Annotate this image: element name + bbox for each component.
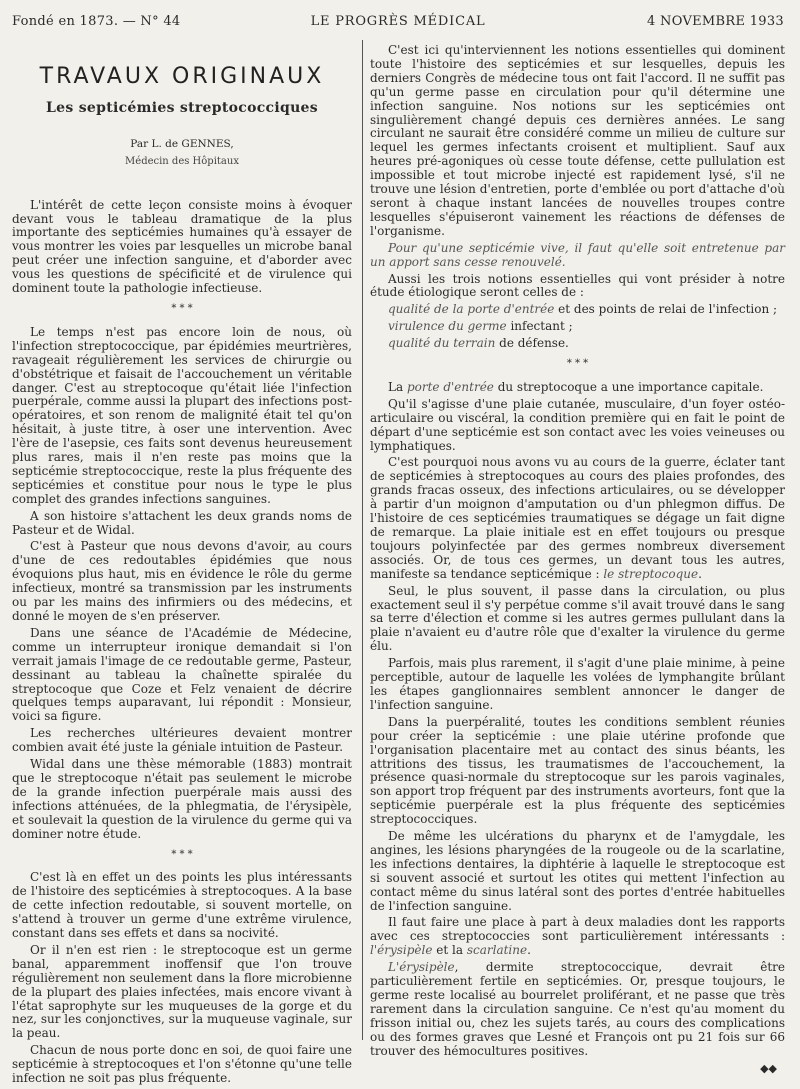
paragraph: Widal dans une thèse mémorable (1883) montrait que le streptocoque n'était pas seulement le microbe de la grande infection puerpérale mais aussi des infections atténuées, de la phlegmatia, de l'érysipèle, et soulevait la question de la virulence du germe qui va dominer notre étude. bbox=[12, 757, 352, 841]
text-emphasis: L'érysipèle bbox=[388, 960, 455, 975]
asterism: * * * bbox=[171, 848, 193, 860]
text-run: Il faut faire une place à part à deux maladies dont les rapports avec ces streptococcies sont particulièrement intéressants : bbox=[370, 915, 785, 944]
header-date: 4 NOVEMBRE 1933 bbox=[647, 14, 784, 29]
paragraph: L'intérêt de cette leçon consiste moins à évoquer devant vous le tableau dramatique de la plus importante des septicémies humaines qu'à essayer de vous montrer les voies par lesquelles un microbe banal peut créer une infection sanguine, et d'aborder avec vous les questions de spécificité et de virulence qui dominent toute la pathologie infectieuse. bbox=[12, 197, 352, 296]
header-founded: Fondé en 1873. — N° 44 bbox=[12, 14, 181, 29]
text-emphasis: scarlatine bbox=[466, 943, 528, 958]
italic-quote: Pour qu'une septicémie vive, il faut qu'elle soit entretenue par un apport sans cesse renouvelé. bbox=[370, 240, 785, 269]
paragraph: A son histoire s'attachent les deux grands noms de Pasteur et de Widal. bbox=[12, 508, 352, 537]
paragraph: Chacun de nous porte donc en soi, de quoi faire une septicémie à streptocoques et l'on s'étonne qu'une telle infection ne soit pas plus fréquente. bbox=[12, 1043, 352, 1086]
asterism: * * * bbox=[566, 358, 589, 370]
list-item-text: et des points de relai de l'infection ; bbox=[554, 302, 778, 317]
paragraph: Les recherches ultérieures devaient montrer combien avait été juste la géniale intuition de Pasteur. bbox=[12, 726, 352, 755]
paragraph: Or il n'en est rien : le streptocoque est un germe banal, apparemment inoffensif que l'on trouve régulièrement non seulement dans la flore microbienne de la plupart des plaies infectées, mais encore vivant à l'état saprophyte sur les muqueuses de la gorge et du nez, sur les conjonctives, sur la muqueuse vaginale, sur la peau. bbox=[12, 942, 352, 1041]
paragraph: Parfois, mais plus rarement, il s'agit d'une plaie minime, à peine perceptible, autour de laquelle les volées de lymphangite brûlant les étapes ganglionnaires semblent annoncer le danger de l'infection sanguine. bbox=[370, 656, 785, 712]
end-ornament: ◆◆ bbox=[760, 1061, 777, 1075]
paragraph: Dans la puerpéralité, toutes les conditions semblent réunies pour créer la septicémie : une plaie utérine profonde que l'organisation placentaire met au contact des sinus béants, les attritions des tissus, les traumatismes de l'accouchement, la présence quasi-normale du streptocoque sur les parois vaginales, son apport trop fréquent par des instruments avorteurs, font que la septicémie puerpérale est la plus fréquente des septicémies streptococciques. bbox=[370, 714, 785, 827]
right-column bbox=[370, 44, 785, 1075]
paragraph: Aussi les trois notions essentielles qui vont présider à notre étude étiologique seront celles de : bbox=[370, 271, 785, 300]
list-item-emphasis: qualité du terrain bbox=[388, 336, 496, 351]
paragraph: Seul, le plus souvent, il passe dans la circulation, ou plus exactement seul il s'y perpétue comme s'il avait trouvé dans le sang sa terre d'élection et comme si les autres germes pullulant dans la plaie n'avaient eu d'autre rôle que d'exalter la virulence du germe élu. bbox=[370, 583, 785, 654]
paragraph: C'est là en effet un des points les plus intéressants de l'histoire des septicémies à streptocoques. A la base de cette infection redoutable, si souvent mortelle, on s'attend à trouver un germe d'une extrême virulence, constant dans ses effets et dans sa nocivité. bbox=[12, 870, 352, 941]
asterism: * * * bbox=[171, 302, 193, 314]
text-run: du streptocoque a une importance capitale. bbox=[493, 379, 764, 394]
text-run: . bbox=[527, 943, 531, 958]
paragraph: Qu'il s'agisse d'une plaie cutanée, musculaire, d'un foyer ostéo-articulaire ou viscéral, la condition première qui en fait le point de départ d'une septicémie est son contact avec les voies veineuses ou lymphatiques. bbox=[370, 396, 785, 453]
column-divider bbox=[362, 40, 363, 1040]
list-item-text: infectant ; bbox=[506, 319, 573, 334]
author-affiliation: Médecin des Hôpitaux bbox=[125, 155, 239, 167]
list-item bbox=[370, 337, 785, 351]
list-item bbox=[370, 303, 785, 317]
paragraph: C'est à Pasteur que nous devons d'avoir, au cours d'une de ces redoutables épidémies que nous évoquions plus haut, mis en évidence le rôle du germe infectieux, montré sa transmission par les instruments ou par les mains des infirmiers ou des médecins, et donné le moyen de s'en préserver. bbox=[12, 539, 352, 623]
list-item-emphasis: virulence du germe bbox=[388, 319, 507, 334]
text-run: . bbox=[698, 566, 702, 581]
text-emphasis: l'érysipèle bbox=[370, 943, 433, 958]
header-journal-title: LE PROGRÈS MÉDICAL bbox=[310, 14, 486, 29]
list-item bbox=[370, 320, 785, 334]
text-run: , dermite streptococcique, devrait être particulièrement fertile en septicémies. Or, presque toujours, le germe reste localisé au bourrelet proliférant, et ne passe que très rarement dans la circulation sanguine. Ce n'est qu'au moment du frisson initial ou, chez les sujets tarés, au cours des complications ou des formes graves que Lesné et François ont pu 21 fois sur 66 trouver des hémocultures positives. bbox=[370, 960, 785, 1058]
list-item-emphasis: qualité de la porte d'entrée bbox=[388, 302, 555, 317]
paragraph: De même les ulcérations du pharynx et de l'amygdale, les angines, les lésions pharyngées de la rougeole ou de la scarlatine, les infections dentaires, la diphtérie à laquelle le streptocoque est si souvent associé et surtout les otites qui mettent l'infection au contact même du sinus latéral sont des portes d'entrée habituelles de l'infection sanguine. bbox=[370, 829, 785, 913]
list-item-text: de défense. bbox=[495, 336, 569, 351]
paragraph: C'est ici qu'interviennent les notions essentielles qui dominent toute l'histoire des septicémies et sur lesquelles, depuis les derniers Congrès de médecine tous ont fait l'accord. Il ne suffit pas qu'un germe passe en circulation pour qu'il détermine une infection sanguine. Nos notions sur les septicémies ont singulièrement changé depuis ces dernières années. Le sang circulant ne saurait être considéré comme un milieu de culture sur lequel les germes infectants croisent et multiplient. Sauf aux heures pré-agoniques où cesse toute défense, cette pullulation est impossible et tout microbe injecté est rapidement lysé, s'il ne trouve une lésion d'entretien, porte d'emblée ou port d'attache d'où seront à chaque instant lancées de nouvelles troupes contre lesquelles s'épuiseront vainement les réactions de défenses de l'organisme. bbox=[370, 43, 785, 238]
page-header bbox=[12, 14, 784, 34]
left-column bbox=[12, 44, 352, 1089]
article-byline: Par L. de GENNES, bbox=[130, 137, 234, 150]
text-run: C'est pourquoi nous avons vu au cours de la guerre, éclater tant de septicémies à streptocoques au cours des plaies profondes, des grands fracas osseux, des infections articulaires, ou se développer à partir d'un moignon d'amputation ou d'un phlegmon diffus. De l'histoire de ces septicémies traumatiques se dégage un fait digne de remarque. La plaie initiale est en effet toujours ou presque toujours polyinfectée par des germes nombreux diversement associés. Or, de tous ces germes, un devant tous les autres, manifeste sa tendance septicémique : bbox=[370, 455, 785, 581]
text-run: et la bbox=[432, 943, 467, 958]
paragraph bbox=[370, 961, 785, 1058]
text-emphasis: le streptocoque bbox=[603, 566, 699, 581]
paragraph: Le temps n'est pas encore loin de nous, où l'infection streptococcique, par épidémies meurtrières, ravageait régulièrement les services de chirurgie ou d'obstétrique et faisait de l'accouchement un véritable danger. C'est au streptocoque qu'était liée l'infection puerpérale, comme aussi la plupart des infections post-opératoires, et son renom de malignité était tel qu'on hésitait, à juste titre, à oser une intervention. Avec l'ère de l'asepsie, ces faits sont devenus heureusement plus rares, mais il n'en reste pas moins que la septicémie streptococcique, reste la plus fréquente des septicémies et constitue pour nous le type le plus complet des grandes infections sanguines. bbox=[12, 324, 352, 506]
paragraph bbox=[370, 916, 785, 958]
article-title: Les septicémies streptococciques bbox=[46, 99, 318, 116]
section-title: TRAVAUX ORIGINAUX bbox=[39, 64, 325, 89]
text-run: La bbox=[388, 379, 407, 394]
paragraph bbox=[370, 381, 785, 395]
paragraph: Dans une séance de l'Académie de Médecine, comme un interrupteur ironique demandait si l'on verrait jamais l'image de ce redoutable germe, Pasteur, dessinant au tableau la chaînette spiralée du streptocoque que Coze et Felz venaient de décrire quelques temps auparavant, lui répondit : Monsieur, voici sa figure. bbox=[12, 625, 352, 724]
paragraph bbox=[370, 456, 785, 581]
text-emphasis: porte d'entrée bbox=[406, 379, 494, 394]
